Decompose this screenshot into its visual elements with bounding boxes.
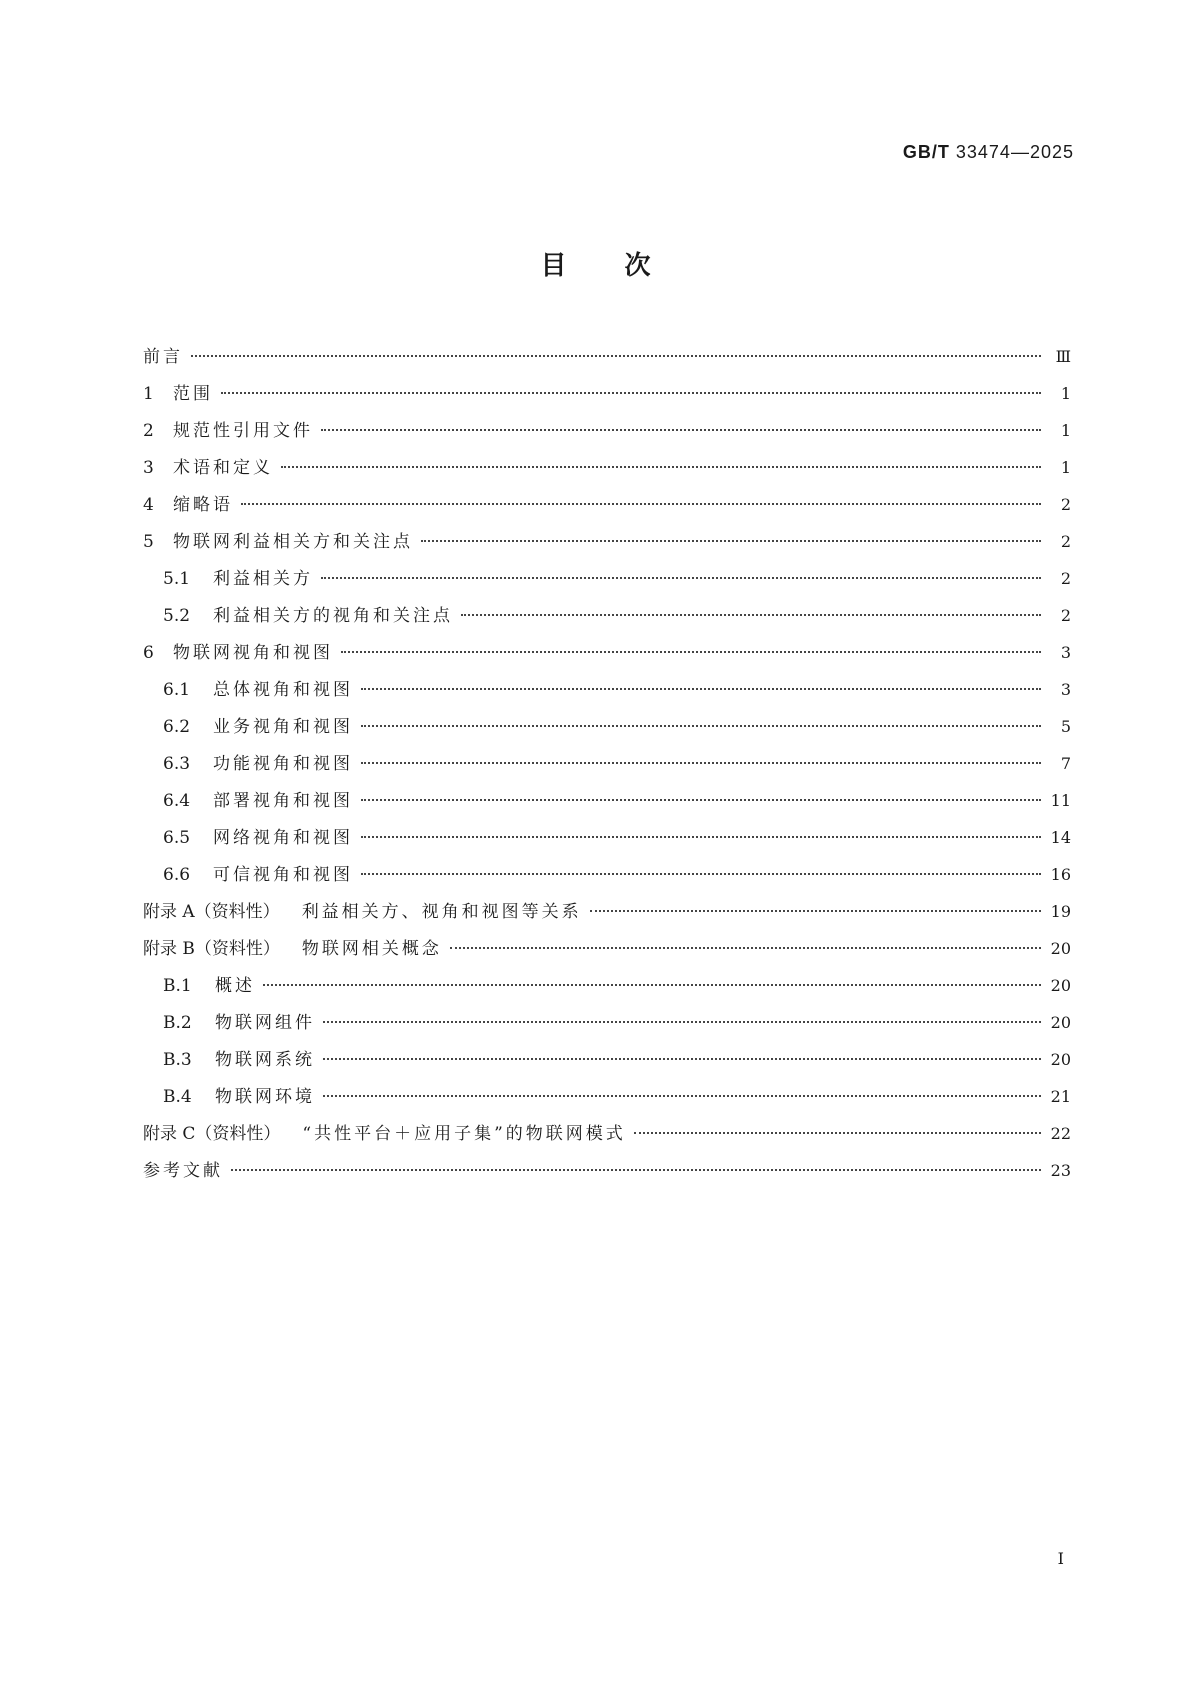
toc-entry-page: 2 bbox=[1060, 495, 1071, 514]
toc-entry[interactable] bbox=[143, 564, 1071, 601]
toc-entry-title: 规范性引用文件 bbox=[173, 421, 313, 441]
toc-entry-number: 4 bbox=[143, 495, 154, 515]
toc-entry-page: 14 bbox=[1050, 828, 1071, 847]
toc-entry[interactable] bbox=[143, 860, 1071, 897]
toc-dot-leader bbox=[323, 1021, 1041, 1023]
toc-entry-page: 7 bbox=[1060, 754, 1071, 773]
toc-dot-leader bbox=[323, 1095, 1041, 1097]
toc-dot-leader bbox=[361, 688, 1041, 690]
toc-entry-page: 20 bbox=[1050, 939, 1071, 958]
toc-entry[interactable] bbox=[143, 1119, 1071, 1156]
toc-entry-number: 附录 A（资料性） bbox=[143, 902, 280, 922]
table-of-contents bbox=[143, 342, 1071, 1193]
toc-entry-number: 6.4 bbox=[163, 791, 191, 811]
toc-entry-page: 1 bbox=[1060, 384, 1071, 403]
toc-entry-number: B.4 bbox=[163, 1087, 192, 1107]
toc-dot-leader bbox=[341, 651, 1041, 653]
toc-entry-title: 利益相关方 bbox=[213, 569, 313, 589]
toc-dot-leader bbox=[191, 355, 1041, 357]
toc-entry[interactable] bbox=[143, 1082, 1071, 1119]
toc-entry-title: 物联网系统 bbox=[215, 1050, 315, 1070]
toc-entry-title: 物联网利益相关方和关注点 bbox=[173, 532, 413, 552]
toc-entry-number: B.2 bbox=[163, 1013, 192, 1033]
toc-entry[interactable] bbox=[143, 527, 1071, 564]
toc-entry-number: 2 bbox=[143, 421, 154, 441]
toc-dot-leader bbox=[590, 910, 1041, 912]
toc-entry-page: 2 bbox=[1060, 606, 1071, 625]
toc-entry-number: B.3 bbox=[163, 1050, 192, 1070]
toc-entry[interactable] bbox=[143, 1156, 1071, 1193]
toc-entry-title: 物联网环境 bbox=[215, 1087, 315, 1107]
toc-entry-page: 20 bbox=[1050, 1050, 1071, 1069]
toc-entry[interactable] bbox=[143, 712, 1071, 749]
toc-entry-title: 可信视角和视图 bbox=[213, 865, 353, 885]
toc-dot-leader bbox=[281, 466, 1041, 468]
toc-entry[interactable] bbox=[143, 379, 1071, 416]
toc-entry-title: 业务视角和视图 bbox=[213, 717, 353, 737]
toc-dot-leader bbox=[361, 836, 1041, 838]
standard-number: 33474—2025 bbox=[955, 142, 1074, 162]
toc-entry-title: 缩略语 bbox=[173, 495, 233, 515]
toc-entry-title: 概述 bbox=[215, 976, 255, 996]
toc-entry-page: 5 bbox=[1060, 717, 1071, 736]
toc-dot-leader bbox=[421, 540, 1041, 542]
toc-entry-page: Ⅲ bbox=[1055, 347, 1071, 366]
toc-entry[interactable] bbox=[143, 490, 1071, 527]
toc-dot-leader bbox=[450, 947, 1041, 949]
toc-entry-page: 19 bbox=[1050, 902, 1071, 921]
toc-entry[interactable] bbox=[143, 416, 1071, 453]
toc-entry-number: 6.2 bbox=[163, 717, 191, 737]
toc-entry-number: 6.3 bbox=[163, 754, 191, 774]
toc-entry[interactable] bbox=[143, 897, 1071, 934]
toc-entry[interactable] bbox=[143, 342, 1071, 379]
toc-entry[interactable] bbox=[143, 453, 1071, 490]
toc-entry-number: 5.1 bbox=[163, 569, 191, 589]
toc-entry-number: B.1 bbox=[163, 976, 192, 996]
toc-entry-page: 2 bbox=[1060, 532, 1071, 551]
toc-entry-page: 16 bbox=[1050, 865, 1071, 884]
page-title-part1: 目 bbox=[540, 251, 567, 281]
toc-entry-page: 11 bbox=[1050, 791, 1071, 810]
toc-entry[interactable] bbox=[143, 934, 1071, 971]
toc-entry-title: 网络视角和视图 bbox=[213, 828, 353, 848]
toc-dot-leader bbox=[263, 984, 1041, 986]
toc-entry[interactable] bbox=[143, 638, 1071, 675]
toc-dot-leader bbox=[634, 1132, 1041, 1134]
toc-entry[interactable] bbox=[143, 971, 1071, 1008]
toc-dot-leader bbox=[321, 429, 1041, 431]
toc-entry[interactable] bbox=[143, 749, 1071, 786]
toc-entry-number: 5 bbox=[143, 532, 154, 552]
toc-entry-number: 6.1 bbox=[163, 680, 191, 700]
toc-entry-title: 功能视角和视图 bbox=[213, 754, 353, 774]
toc-entry[interactable] bbox=[143, 1045, 1071, 1082]
toc-entry[interactable] bbox=[143, 1008, 1071, 1045]
toc-entry-number: 6.6 bbox=[163, 865, 191, 885]
page-number: Ⅰ bbox=[1057, 1549, 1064, 1568]
toc-dot-leader bbox=[361, 762, 1041, 764]
toc-entry-title: 物联网相关概念 bbox=[301, 939, 442, 959]
toc-entry[interactable] bbox=[143, 786, 1071, 823]
toc-entry-title: “共性平台＋应用子集”的物联网模式 bbox=[302, 1124, 626, 1144]
toc-entry-number: 5.2 bbox=[163, 606, 191, 626]
toc-entry-number: 6 bbox=[143, 643, 154, 663]
toc-entry-number: 附录 C（资料性） bbox=[143, 1124, 281, 1144]
toc-entry-number: 1 bbox=[143, 384, 154, 404]
page-title bbox=[0, 245, 1191, 282]
toc-entry-title: 利益相关方的视角和关注点 bbox=[213, 606, 453, 626]
toc-dot-leader bbox=[231, 1169, 1041, 1171]
toc-dot-leader bbox=[323, 1058, 1041, 1060]
toc-entry-title: 总体视角和视图 bbox=[213, 680, 353, 700]
toc-entry-number: 3 bbox=[143, 458, 154, 478]
toc-dot-leader bbox=[461, 614, 1041, 616]
toc-entry-title: 范围 bbox=[173, 384, 213, 404]
toc-entry-number: 附录 B（资料性） bbox=[143, 939, 280, 959]
toc-entry-title: 利益相关方、视角和视图等关系 bbox=[301, 902, 582, 922]
toc-entry[interactable] bbox=[143, 601, 1071, 638]
standard-prefix: GB/T bbox=[902, 142, 950, 162]
toc-dot-leader bbox=[361, 873, 1041, 875]
toc-dot-leader bbox=[321, 577, 1041, 579]
toc-entry-title: 物联网组件 bbox=[215, 1013, 315, 1033]
toc-entry-page: 1 bbox=[1060, 458, 1071, 477]
toc-dot-leader bbox=[241, 503, 1041, 505]
toc-entry-page: 21 bbox=[1050, 1087, 1071, 1106]
toc-dot-leader bbox=[361, 725, 1041, 727]
toc-dot-leader bbox=[361, 799, 1041, 801]
standard-code bbox=[903, 142, 1074, 163]
toc-entry-title: 参考文献 bbox=[143, 1161, 223, 1181]
toc-entry[interactable] bbox=[143, 823, 1071, 860]
toc-entry-page: 20 bbox=[1050, 1013, 1071, 1032]
toc-entry-title: 部署视角和视图 bbox=[213, 791, 353, 811]
toc-entry-page: 2 bbox=[1060, 569, 1071, 588]
toc-entry-page: 3 bbox=[1060, 643, 1071, 662]
toc-dot-leader bbox=[221, 392, 1041, 394]
toc-entry-title: 前言 bbox=[143, 347, 183, 367]
toc-entry-page: 3 bbox=[1060, 680, 1071, 699]
toc-entry-page: 23 bbox=[1050, 1161, 1071, 1180]
toc-entry-page: 20 bbox=[1050, 976, 1071, 995]
toc-entry-page: 1 bbox=[1060, 421, 1071, 440]
toc-entry-page: 22 bbox=[1050, 1124, 1071, 1143]
toc-entry-title: 术语和定义 bbox=[173, 458, 273, 478]
toc-entry-title: 物联网视角和视图 bbox=[173, 643, 333, 663]
page-title-part2: 次 bbox=[624, 251, 651, 281]
toc-entry-number: 6.5 bbox=[163, 828, 191, 848]
toc-entry[interactable] bbox=[143, 675, 1071, 712]
